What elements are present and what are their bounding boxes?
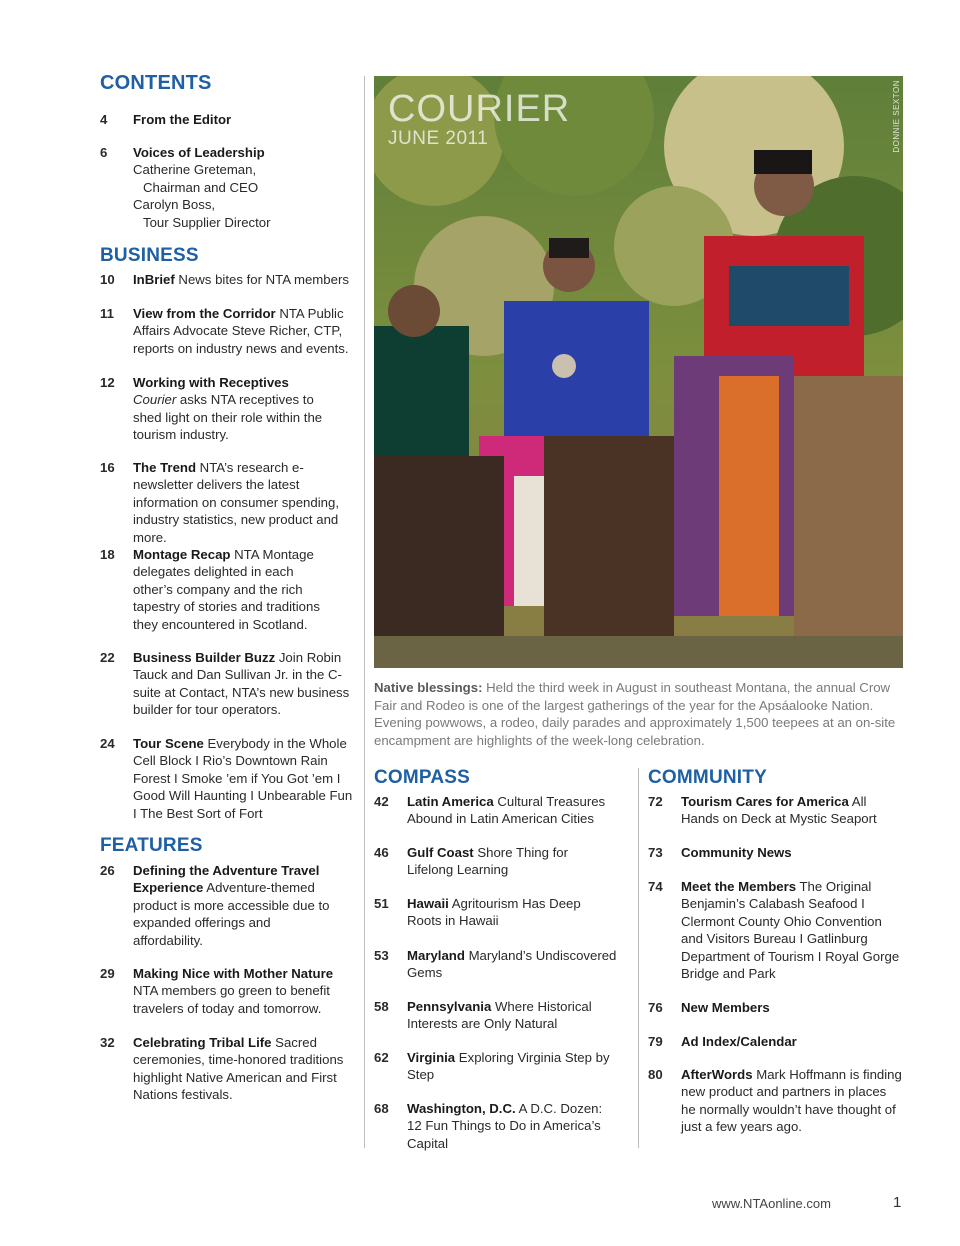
page-number: 16 xyxy=(100,460,115,475)
caption-text: Held the third week in August in southeast Montana, the annual Crow Fair and Rodeo is one of the largest gatherings of the year for the Apsáalooke Nation. Evening powwows, a rodeo, daily parades and approximately 1,500 teepees at an on-site encampment are highlights of the week-long celebration. xyxy=(374,680,896,748)
page-number: 24 xyxy=(100,736,115,751)
entry-description: Join Robin Tauck and Dan Sullivan Jr. in the C-suite at Contact, NTA’s new business builder for tour operators. xyxy=(133,650,350,718)
toc-entry[interactable] xyxy=(374,1100,618,1152)
page-number: 74 xyxy=(648,879,663,894)
entry-title: Washington, D.C. xyxy=(407,1101,516,1116)
page-number: 73 xyxy=(648,845,663,860)
entry-description: Cultural Treasures Abound in Latin American Cities xyxy=(407,794,606,827)
toc-entry[interactable] xyxy=(100,111,358,128)
cover-photo xyxy=(374,76,903,668)
entry-description: All Hands on Deck at Mystic Seaport xyxy=(681,794,877,827)
toc-entry[interactable] xyxy=(374,844,614,879)
entry-title: New Members xyxy=(681,1000,770,1015)
entry-description: News bites for NTA members xyxy=(174,272,349,287)
section-heading-business: BUSINESS xyxy=(100,245,199,266)
section-heading-features: FEATURES xyxy=(100,835,203,856)
page-number: 62 xyxy=(374,1050,389,1065)
entry-line: Chairman and CEO xyxy=(143,179,259,195)
entry-title: Voices of Leadership xyxy=(133,145,265,160)
entry-title: From the Editor xyxy=(133,112,232,127)
entry-description: Shore Thing for Lifelong Learning xyxy=(407,845,568,878)
entry-title: Community News xyxy=(681,845,792,860)
toc-entry[interactable] xyxy=(374,998,618,1033)
column-divider xyxy=(364,76,365,1148)
column-divider xyxy=(638,768,639,1148)
cover-photo-illustration xyxy=(374,76,903,668)
page-number: 46 xyxy=(374,845,389,860)
entry-description: Adventure-themed product is more accessible due to expanded offerings and affordability. xyxy=(133,880,330,948)
entry-description: Everybody in the Whole Cell Block I Rio’s Downtown Rain Forest I Smoke ’em if You Got ’em I Good Will Haunting I Unbearable Fun I The Best Sort of Fort xyxy=(133,736,353,821)
toc-entry[interactable] xyxy=(100,965,358,1017)
page-number: 18 xyxy=(100,547,115,562)
page-number: 76 xyxy=(648,1000,663,1015)
entry-title: The Trend xyxy=(133,460,197,475)
toc-entry[interactable] xyxy=(374,1049,618,1084)
entry-description-publication: Courier xyxy=(133,392,177,408)
page-number: 58 xyxy=(374,999,389,1014)
toc-entry[interactable] xyxy=(648,999,898,1016)
footer-url[interactable]: www.NTAonline.com xyxy=(712,1196,831,1211)
section-heading-community: COMMUNITY xyxy=(648,767,767,788)
toc-entry[interactable] xyxy=(374,947,634,982)
entry-title: View from the Corridor xyxy=(133,306,276,321)
entry-description: NTA members go green to benefit travelers of today and tomorrow. xyxy=(133,983,330,1016)
entry-description: A D.C. Dozen: 12 Fun Things to Do in America’s Capital xyxy=(407,1101,603,1151)
entry-title: Meet the Members xyxy=(681,879,797,894)
toc-entry[interactable] xyxy=(648,793,892,828)
toc-entry[interactable] xyxy=(100,374,344,444)
page-number: 42 xyxy=(374,794,389,809)
toc-entry[interactable] xyxy=(100,546,332,633)
page-number: 68 xyxy=(374,1101,389,1116)
entry-description: Where Historical Interests are Only Natural xyxy=(407,999,592,1032)
page-number: 80 xyxy=(648,1067,663,1082)
entry-title: Virginia xyxy=(407,1050,456,1065)
entry-title: Montage Recap xyxy=(133,547,231,562)
toc-entry[interactable] xyxy=(648,844,898,861)
entry-description: The Original Benjamin’s Calabash Seafood I Clermont County Ohio Convention and Visitors Bureau I Gatlinburg Department of Tourism I Royal Gorge Bridge and Park xyxy=(681,879,900,982)
entry-title: Defining the Adventure Travel Experience xyxy=(133,863,320,896)
caption-lead: Native blessings: xyxy=(374,680,483,695)
entry-title: Celebrating Tribal Life xyxy=(133,1035,272,1050)
entry-title: Maryland xyxy=(407,948,465,963)
toc-entry[interactable] xyxy=(648,1033,898,1050)
toc-entry[interactable] xyxy=(648,878,900,982)
masthead-title: COURIER xyxy=(388,88,571,130)
page-number: 22 xyxy=(100,650,115,665)
entry-line: Catherine Greteman, xyxy=(133,162,257,178)
section-heading-compass: COMPASS xyxy=(374,767,471,788)
photo-caption xyxy=(374,679,910,749)
page-number: 29 xyxy=(100,966,115,981)
toc-entry[interactable] xyxy=(648,1066,904,1136)
entry-description: NTA Public Affairs Advocate Steve Richer, CTP, reports on industry news and events. xyxy=(133,306,349,356)
toc-entry[interactable] xyxy=(100,649,356,719)
entry-description: Mark Hoffmann is finding new product and partners in places he normally wouldn’t have thought of just a few years ago. xyxy=(681,1067,902,1135)
entry-description: Agritourism Has Deep Roots in Hawaii xyxy=(407,896,581,929)
entry-description: NTA Montage delegates delighted in each other’s company and the rich tapestry of stories and traditions they encountered in Scotland. xyxy=(133,547,320,632)
page-number: 51 xyxy=(374,896,389,911)
page-number: 11 xyxy=(100,306,114,321)
toc-entry[interactable] xyxy=(100,735,358,822)
entry-description: Sacred ceremonies, time-honored traditions highlight Native American and First Nations festivals. xyxy=(133,1035,344,1103)
entry-title: Tour Scene xyxy=(133,736,204,751)
entry-line: Tour Supplier Director xyxy=(143,214,271,230)
entry-title: Latin America xyxy=(407,794,494,809)
page-number: 12 xyxy=(100,375,115,390)
section-heading-contents: CONTENTS xyxy=(100,72,212,94)
entry-title: AfterWords xyxy=(681,1067,753,1082)
masthead-date: JUNE 2011 xyxy=(388,128,489,149)
toc-entry[interactable] xyxy=(374,793,618,828)
entry-title: Tourism Cares for America xyxy=(681,794,849,809)
entry-description: Maryland’s Undiscovered Gems xyxy=(407,948,617,981)
toc-entry[interactable] xyxy=(100,1034,360,1104)
entry-title: Pennsylvania xyxy=(407,999,492,1014)
toc-entry[interactable] xyxy=(100,305,358,357)
photo-credit: DONNIE SEXTON xyxy=(892,80,901,153)
entry-title: Hawaii xyxy=(407,896,449,911)
entry-description: Exploring Virginia Step by Step xyxy=(407,1050,610,1083)
entry-title: Making Nice with Mother Nature xyxy=(133,966,334,981)
page-number: 6 xyxy=(100,145,108,160)
toc-entry[interactable] xyxy=(100,271,362,288)
entry-line: Carolyn Boss, xyxy=(133,197,216,213)
page-number: 32 xyxy=(100,1035,115,1050)
page-number: 4 xyxy=(100,112,108,127)
toc-entry[interactable] xyxy=(100,459,360,546)
entry-title: Gulf Coast xyxy=(407,845,474,860)
entry-title: Working with Receptives xyxy=(133,375,289,390)
entry-title: Ad Index/Calendar xyxy=(681,1034,797,1049)
entry-title: InBrief xyxy=(133,272,175,287)
entry-description: NTA’s research e-newsletter delivers the latest information on consumer spending, industry statistics, new product and more. xyxy=(133,460,339,545)
page-number: 10 xyxy=(100,272,115,287)
entry-title: Business Builder Buzz xyxy=(133,650,276,665)
page-number: 26 xyxy=(100,863,115,878)
page-number: 72 xyxy=(648,794,663,809)
toc-entry[interactable] xyxy=(374,895,614,930)
page-number: 79 xyxy=(648,1034,663,1049)
page-number-footer: 1 xyxy=(893,1194,902,1211)
page-number: 53 xyxy=(374,948,389,963)
toc-entry[interactable] xyxy=(100,862,344,949)
entry-description: asks NTA receptives to shed light on their role within the tourism industry. xyxy=(133,392,323,443)
toc-entry[interactable] xyxy=(100,144,358,231)
